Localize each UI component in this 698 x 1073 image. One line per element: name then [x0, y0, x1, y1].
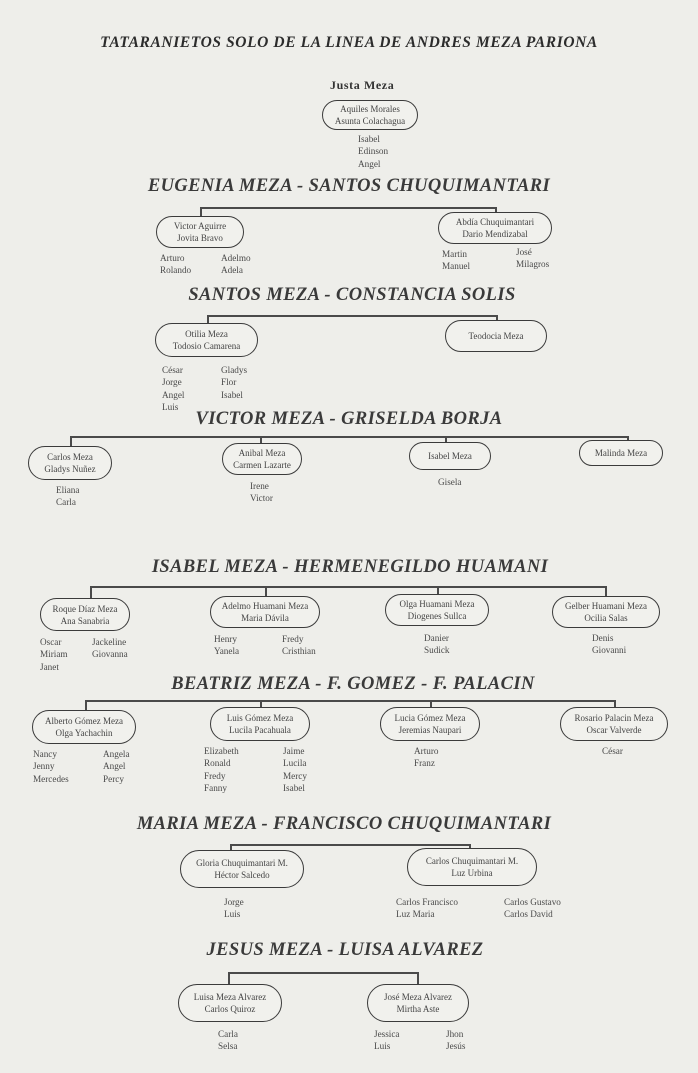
child-name: Milagros [516, 259, 550, 270]
page-title: TATARANIETOS SOLO DE LA LINEA DE ANDRES MEZA PARIONA [100, 34, 598, 51]
justa-family-box [322, 100, 418, 130]
couple-heading-santos: SANTOS MEZA - CONSTANCIA SOLIS [188, 285, 516, 305]
connector [265, 586, 267, 596]
child-name: Carla [218, 1029, 238, 1039]
child-name: Adela [221, 265, 243, 276]
box-line: Mirtha Aste [396, 1004, 440, 1014]
child-name: Jesús [446, 1041, 466, 1052]
child-name: Henry [214, 634, 237, 644]
connector [230, 844, 470, 846]
child-name: Carlos David [504, 909, 553, 920]
box-line: Asunta Colachagua [334, 116, 406, 126]
family-box [222, 443, 302, 475]
connector [207, 315, 497, 317]
family-box [385, 594, 489, 626]
child-name: Jorge [162, 377, 182, 388]
connector [90, 586, 606, 588]
box-line: Lucia Gómez Meza [394, 713, 466, 723]
box-line: Ana Sanabria [60, 615, 110, 626]
child-name: Angel [103, 761, 126, 772]
children-list [40, 636, 68, 673]
family-box [155, 323, 258, 357]
child-name: Angel [358, 158, 381, 169]
box-line: Carlos Meza [47, 452, 93, 462]
children-list [103, 748, 130, 785]
child-name: Danier [424, 633, 449, 643]
child-name: Fredy [282, 634, 304, 644]
child-name: César [162, 365, 183, 375]
child-name: Carlos Gustavo [504, 897, 561, 907]
family-box [210, 707, 310, 741]
box-line: Olga Yachachin [55, 728, 113, 738]
family-box [445, 320, 547, 352]
child-name: Arturo [160, 253, 185, 263]
family-box [560, 707, 668, 741]
box-line: Jovita Bravo [177, 233, 223, 243]
family-box [28, 446, 112, 480]
children-list [592, 632, 626, 657]
box-line: Otilia Meza [185, 329, 228, 339]
box-line: Malinda Meza [594, 448, 648, 458]
box-line: Dario Mendizabal [462, 229, 528, 239]
family-box [32, 710, 136, 744]
child-name: Flor [221, 377, 237, 388]
children-list [504, 896, 561, 921]
children-list [282, 633, 316, 658]
couple-heading-maria: MARIA MEZA - FRANCISCO CHUQUIMANTARI [136, 814, 552, 834]
connector [200, 207, 496, 209]
children-list [214, 633, 239, 658]
box-line: Gloria Chuquimantari M. [196, 858, 288, 868]
child-name: Mercedes [33, 773, 69, 784]
family-box [438, 212, 552, 244]
box-line: Roque Díaz Meza [52, 603, 118, 614]
box-line: Rosario Palacin Meza [574, 713, 654, 723]
family-box [178, 984, 282, 1022]
couple-heading-victor: VICTOR MEZA - GRISELDA BORJA [195, 409, 503, 429]
child-name: Jorge [224, 897, 244, 907]
child-name: Luz Maria [396, 909, 435, 920]
children-list [204, 745, 239, 794]
children-list [33, 748, 69, 785]
box-line: Isabel Meza [428, 451, 472, 461]
justa-children [358, 133, 388, 170]
children-list [414, 745, 439, 770]
couple-heading-beatriz: BEATRIZ MEZA - F. GOMEZ - F. PALACIN [171, 674, 535, 694]
family-box [579, 440, 663, 466]
family-box [407, 848, 537, 886]
children-list [218, 1028, 238, 1053]
child-name: Isabel [283, 782, 305, 793]
child-name: Jhon [446, 1029, 464, 1039]
child-name: Gisela [438, 477, 462, 487]
child-name: Franz [414, 758, 435, 769]
family-box [40, 598, 130, 631]
family-box [210, 596, 320, 628]
child-name: Isabel [221, 389, 243, 400]
child-name: Manuel [442, 261, 471, 272]
child-name: Edinson [358, 146, 389, 157]
children-list [374, 1028, 400, 1053]
children-list [92, 636, 128, 661]
couple-heading-eugenia: EUGENIA MEZA - SANTOS CHUQUIMANTARI [147, 176, 551, 196]
child-name: César [602, 746, 623, 756]
box-line: Luis Gómez Meza [226, 713, 294, 723]
child-name: Angel [162, 389, 185, 400]
family-box [380, 707, 480, 741]
child-name: Arturo [414, 746, 439, 756]
box-line: Victor Aguirre [173, 221, 227, 231]
children-list [283, 745, 307, 794]
children-list [446, 1028, 465, 1053]
children-list [602, 745, 623, 757]
box-line: Oscar Valverde [586, 725, 642, 735]
child-name: Luis [224, 909, 241, 920]
child-name: Sudick [424, 645, 450, 656]
child-name: Jackeline [92, 637, 127, 647]
connector [228, 972, 418, 974]
box-line: Gladys Nuñez [44, 464, 96, 474]
box-line: Luisa Meza Alvarez [193, 992, 267, 1002]
child-name: Adelmo [221, 253, 251, 263]
connector [605, 586, 607, 596]
family-box [367, 984, 469, 1022]
child-name: Jenny [33, 761, 55, 772]
family-box [180, 850, 304, 888]
children-list [224, 896, 244, 921]
children-list [442, 248, 470, 273]
family-box [409, 442, 491, 470]
box-line: Todosio Camarena [172, 341, 241, 351]
children-list [160, 252, 191, 277]
child-name: Miriam [40, 649, 68, 660]
child-name: Giovanni [592, 645, 627, 656]
connector [228, 972, 230, 984]
children-list [438, 476, 461, 488]
child-name: Nancy [33, 749, 57, 759]
box-line: Abdía Chuquimantari [455, 217, 535, 227]
children-list [396, 896, 458, 921]
box-line: Anibal Meza [238, 448, 286, 458]
children-list [516, 246, 549, 271]
child-name: Percy [103, 773, 124, 784]
child-name: Eliana [56, 485, 80, 495]
children-list [250, 480, 273, 505]
child-name: Rolando [160, 265, 192, 276]
child-name: Martin [442, 249, 468, 259]
child-name: Fanny [204, 782, 227, 793]
box-line: Teodocia Meza [468, 331, 524, 341]
child-name: Selsa [218, 1041, 238, 1052]
couple-heading-jesus: JESUS MEZA - LUISA ALVAREZ [206, 940, 484, 960]
child-name: Angela [103, 749, 130, 759]
box-line: José Meza Alvarez [384, 992, 452, 1002]
child-name: Yanela [214, 646, 240, 657]
box-line: Carlos Chuquimantari M. [425, 856, 519, 866]
child-name: Carlos Francisco [396, 897, 459, 907]
box-line: Carlos Quiroz [204, 1004, 256, 1014]
box-line: Jeremias Naupari [398, 725, 462, 735]
child-name: Jessica [374, 1029, 400, 1039]
couple-heading-isabel: ISABEL MEZA - HERMENEGILDO HUAMANI [151, 557, 549, 577]
child-name: Oscar [40, 637, 62, 647]
box-line: Gelber Huamani Meza [565, 601, 647, 611]
child-name: Isabel [358, 134, 380, 144]
box-line: Ocilia Salas [584, 613, 628, 623]
box-line: Aquiles Morales [340, 104, 400, 114]
child-name: Ronald [204, 758, 231, 769]
family-box [156, 216, 244, 248]
connector [417, 972, 419, 984]
family-box [552, 596, 660, 628]
child-name: Carla [56, 497, 76, 508]
box-line: Olga Huamani Meza [399, 599, 475, 609]
child-name: Giovanna [92, 649, 128, 660]
child-name: Luis [162, 401, 179, 412]
child-name: Cristhian [282, 646, 316, 657]
child-name: Mercy [283, 770, 307, 781]
justa-name: Justa Meza [330, 78, 395, 92]
box-line: Lucila Pacahuala [229, 725, 291, 735]
child-name: Janet [40, 661, 59, 672]
child-name: Elizabeth [204, 746, 239, 756]
children-list [162, 364, 184, 413]
child-name: Luis [374, 1041, 391, 1052]
box-line: Luz Urbina [451, 868, 493, 878]
box-line: Diogenes Sullca [407, 611, 467, 621]
box-line: Maria Dávila [241, 613, 289, 623]
child-name: Denis [592, 633, 614, 643]
child-name: Lucila [283, 758, 307, 769]
connector [85, 700, 615, 702]
connector [90, 586, 92, 598]
box-line: Carmen Lazarte [233, 460, 291, 470]
children-list [56, 484, 79, 509]
box-line: Adelmo Huamani Meza [221, 601, 309, 611]
children-list [221, 364, 247, 401]
children-list [221, 252, 251, 277]
child-name: Fredy [204, 770, 226, 781]
child-name: Gladys [221, 365, 248, 375]
child-name: José [516, 247, 532, 257]
child-name: Irene [250, 481, 269, 491]
child-name: Jaime [283, 746, 305, 756]
children-list [424, 632, 450, 657]
box-line: Alberto Gómez Meza [45, 716, 123, 726]
child-name: Victor [250, 493, 273, 504]
connector [70, 436, 628, 438]
box-line: Héctor Salcedo [214, 870, 270, 880]
